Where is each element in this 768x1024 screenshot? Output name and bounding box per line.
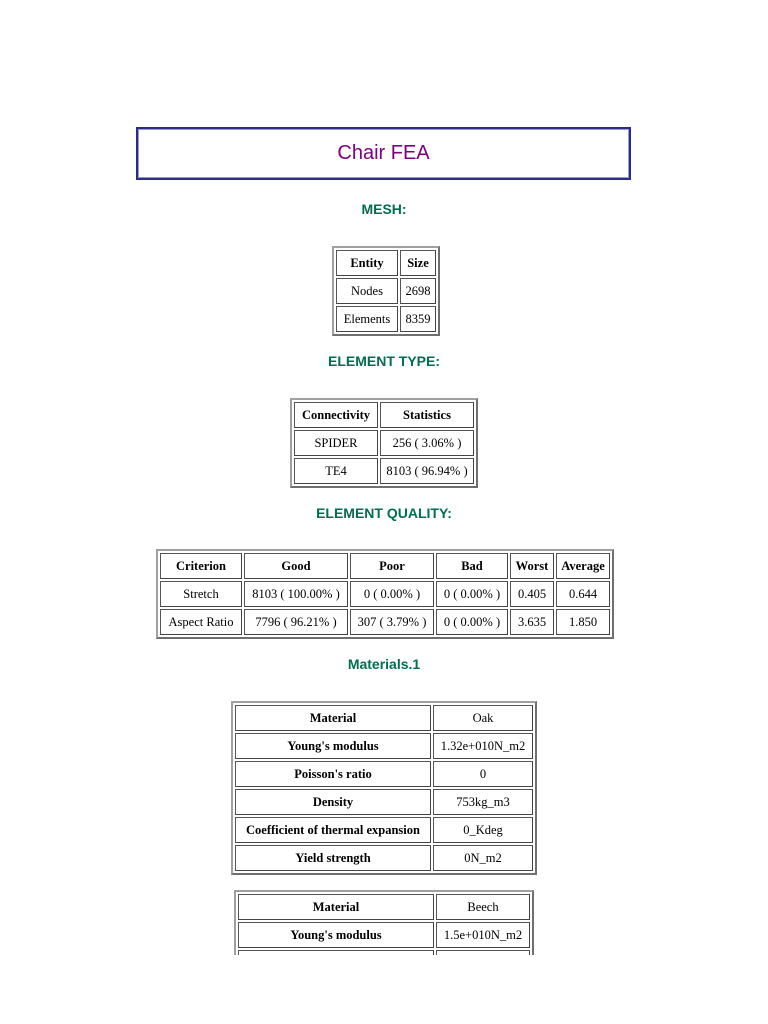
report-title: Chair FEA xyxy=(337,142,430,164)
table-cell: 3.635 xyxy=(510,609,554,635)
table-cell: Stretch xyxy=(160,581,242,607)
column-header: Entity xyxy=(336,250,398,276)
property-value: Oak xyxy=(433,705,533,731)
table-cell: 0.405 xyxy=(510,581,554,607)
table-row xyxy=(294,458,474,484)
material-oak-table xyxy=(231,701,537,875)
property-value: 0N_m2 xyxy=(433,845,533,871)
table-row xyxy=(235,789,533,815)
table-cell: 256 ( 3.06% ) xyxy=(380,430,474,456)
table-row xyxy=(235,817,533,843)
property-value: 753kg_m3 xyxy=(433,789,533,815)
table-header-row xyxy=(160,553,610,579)
property-label: Density xyxy=(235,789,431,815)
column-header: Good xyxy=(244,553,348,579)
property-label: Young's modulus xyxy=(238,922,434,948)
table-cell: 0 ( 0.00% ) xyxy=(350,581,434,607)
table-row xyxy=(235,761,533,787)
table-row xyxy=(336,306,436,332)
table-cell: 7796 ( 96.21% ) xyxy=(244,609,348,635)
table-row xyxy=(235,705,533,731)
column-header: Average xyxy=(556,553,610,579)
report-title-box xyxy=(136,127,631,180)
property-value: 1.5e+010N_m2 xyxy=(436,922,530,948)
property-label: Young's modulus xyxy=(235,733,431,759)
column-header: Worst xyxy=(510,553,554,579)
table-row xyxy=(238,922,530,948)
property-label: Poisson's ratio xyxy=(235,761,431,787)
table-cell: 307 ( 3.79% ) xyxy=(350,609,434,635)
page-cutoff xyxy=(0,955,768,1024)
element-type-heading: ELEMENT TYPE: xyxy=(327,353,440,369)
table-row xyxy=(238,894,530,920)
property-value: Beech xyxy=(436,894,530,920)
property-value: 1.32e+010N_m2 xyxy=(433,733,533,759)
element-type-table xyxy=(290,398,478,488)
element-quality-table xyxy=(156,549,614,639)
column-header: Size xyxy=(400,250,436,276)
table-row xyxy=(235,733,533,759)
property-value: 0_Kdeg xyxy=(433,817,533,843)
table-cell: 8103 ( 100.00% ) xyxy=(244,581,348,607)
column-header: Bad xyxy=(436,553,508,579)
table-row xyxy=(235,845,533,871)
table-cell: 0 ( 0.00% ) xyxy=(436,581,508,607)
property-value: 0 xyxy=(433,761,533,787)
property-label: Yield strength xyxy=(235,845,431,871)
table-cell: 0.644 xyxy=(556,581,610,607)
materials-heading: Materials.1 xyxy=(347,656,421,672)
table-row xyxy=(294,430,474,456)
property-label: Material xyxy=(238,894,434,920)
mesh-heading: MESH: xyxy=(361,201,407,217)
table-row xyxy=(160,609,610,635)
table-header-row xyxy=(294,402,474,428)
table-cell: Elements xyxy=(336,306,398,332)
table-header-row xyxy=(336,250,436,276)
property-label: Coefficient of thermal expansion xyxy=(235,817,431,843)
table-cell: SPIDER xyxy=(294,430,378,456)
mesh-table xyxy=(332,246,440,336)
table-row xyxy=(160,581,610,607)
table-cell: 8359 xyxy=(400,306,436,332)
column-header: Criterion xyxy=(160,553,242,579)
table-cell: Nodes xyxy=(336,278,398,304)
table-row xyxy=(336,278,436,304)
table-cell: TE4 xyxy=(294,458,378,484)
column-header: Statistics xyxy=(380,402,474,428)
table-cell: 0 ( 0.00% ) xyxy=(436,609,508,635)
property-label: Material xyxy=(235,705,431,731)
column-header: Poor xyxy=(350,553,434,579)
table-cell: 8103 ( 96.94% ) xyxy=(380,458,474,484)
table-cell: Aspect Ratio xyxy=(160,609,242,635)
column-header: Connectivity xyxy=(294,402,378,428)
table-cell: 2698 xyxy=(400,278,436,304)
element-quality-heading: ELEMENT QUALITY: xyxy=(316,505,452,521)
table-cell: 1.850 xyxy=(556,609,610,635)
